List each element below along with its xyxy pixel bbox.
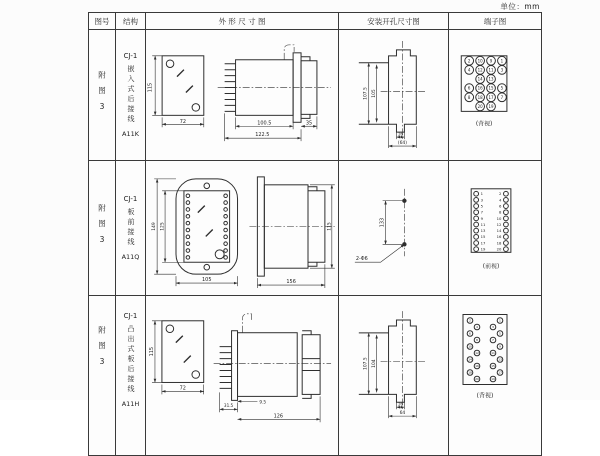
svg-text:13: 13: [480, 229, 486, 234]
dim-label: 107.5: [363, 357, 369, 370]
structure-code: A11Q: [121, 253, 140, 261]
svg-text:3: 3: [492, 325, 494, 330]
figure-no-cell: [89, 30, 116, 161]
dim-label: 104: [372, 359, 378, 368]
svg-text:17: 17: [498, 370, 502, 375]
svg-text:9: 9: [489, 58, 493, 64]
terminal-diagram-cell: [449, 161, 541, 296]
mounting-type: 凸出式板后接线: [126, 325, 135, 395]
dim-label: 9.5: [259, 399, 267, 405]
svg-text:1: 1: [500, 58, 504, 64]
svg-text:3: 3: [500, 67, 504, 73]
dim-label: 72: [179, 385, 186, 392]
dim-label: 105: [202, 277, 212, 284]
mounting-type: 嵌入式后接线: [126, 65, 135, 125]
svg-text:15: 15: [491, 364, 495, 369]
terminal-diagram-back-view: [449, 30, 541, 160]
svg-text:19: 19: [480, 247, 486, 252]
svg-text:17: 17: [488, 94, 494, 100]
dim-label: 125: [160, 222, 166, 231]
svg-text:10: 10: [496, 216, 502, 221]
header-install: 安装开孔尺寸图: [339, 13, 449, 30]
terminal-diagram-front-view: [449, 161, 541, 295]
svg-text:12: 12: [496, 222, 502, 227]
figure-no-cell: [89, 161, 116, 296]
dim-label: 126: [273, 413, 284, 420]
figure-no: 附图3: [97, 326, 107, 374]
svg-text:8: 8: [499, 210, 502, 215]
svg-text:8: 8: [476, 338, 478, 343]
svg-text:18: 18: [496, 241, 502, 246]
dim-label: 64: [399, 411, 406, 417]
svg-text:19: 19: [491, 377, 495, 382]
svg-text:6: 6: [467, 85, 471, 91]
relay-model: CJ-1: [123, 52, 138, 60]
svg-text:20: 20: [477, 103, 483, 109]
svg-text:4: 4: [467, 67, 471, 73]
figure-no: 附图3: [97, 204, 107, 252]
svg-text:15: 15: [488, 85, 494, 91]
svg-text:5: 5: [480, 204, 484, 209]
install-drawing-cell: [339, 30, 449, 161]
svg-text:5: 5: [500, 85, 504, 91]
structure-cell: [116, 296, 146, 456]
svg-text:4: 4: [499, 198, 502, 203]
svg-text:8: 8: [467, 94, 471, 100]
structure-cell: [116, 30, 146, 161]
header-structure: 结构: [116, 13, 146, 30]
svg-text:14: 14: [496, 229, 502, 234]
terminal-diagram-cell: [449, 30, 541, 161]
dim-label: 107.5: [363, 87, 369, 100]
svg-text:12: 12: [477, 67, 483, 73]
terminal-diagram-back-view: [449, 296, 541, 455]
svg-text:11: 11: [491, 351, 495, 356]
svg-text:11: 11: [488, 67, 494, 73]
svg-text:19: 19: [488, 103, 494, 109]
svg-text:16: 16: [475, 364, 479, 369]
mounting-type: 板前接线: [127, 208, 135, 248]
hole-spec-label: 2-Φ6: [355, 256, 368, 263]
svg-text:15: 15: [480, 235, 486, 240]
dim-label: 115: [148, 346, 155, 357]
outline-drawing-cell: [146, 30, 339, 161]
svg-text:12: 12: [475, 351, 479, 356]
dim-label: 156: [286, 279, 296, 286]
dim-label: (64): [397, 141, 407, 147]
outline-drawing-cell: [146, 161, 339, 296]
terminal-caption: (背视): [475, 120, 493, 128]
install-drawing-cell: [339, 161, 449, 296]
svg-text:5: 5: [499, 331, 501, 336]
svg-text:20: 20: [475, 377, 479, 382]
dim-label: 72: [179, 118, 187, 125]
outline-drawing-cell: [146, 296, 339, 456]
outline-drawing-a11h: [146, 296, 338, 455]
dim-label: 115: [327, 222, 333, 231]
svg-text:10: 10: [468, 344, 472, 349]
install-cutout-a11k: [339, 30, 448, 160]
svg-text:18: 18: [468, 370, 472, 375]
svg-text:7: 7: [480, 210, 484, 215]
terminal-caption: (前视): [482, 263, 500, 271]
svg-text:9: 9: [499, 344, 501, 349]
svg-text:6: 6: [469, 331, 471, 336]
relay-model: CJ-1: [123, 312, 138, 320]
svg-text:10: 10: [477, 58, 483, 64]
svg-text:4: 4: [476, 325, 478, 330]
svg-text:2: 2: [467, 58, 471, 64]
svg-text:11: 11: [480, 222, 486, 227]
structure-cell: [116, 161, 146, 296]
svg-text:3: 3: [480, 198, 484, 203]
svg-text:2: 2: [499, 192, 502, 197]
structure-code: A11K: [122, 130, 139, 138]
svg-text:14: 14: [477, 76, 483, 82]
install-drawing-cell: [339, 296, 449, 456]
dim-label: 133: [379, 217, 386, 228]
dim-label: 115: [147, 82, 154, 93]
header-figure-no: 图号: [89, 13, 116, 30]
install-holes-a11q: [339, 161, 448, 295]
outline-drawing-a11q: [146, 161, 338, 295]
dim-label: 35: [305, 120, 313, 127]
unit-label: 单位：mm: [500, 2, 540, 11]
svg-text:2: 2: [469, 318, 471, 323]
svg-text:14: 14: [468, 357, 472, 362]
svg-text:9: 9: [480, 216, 484, 221]
dim-label: 100.5: [257, 120, 272, 127]
outline-drawing-a11k: [146, 30, 338, 160]
figure-no: 附图3: [97, 71, 107, 119]
terminal-diagram-cell: [449, 296, 541, 456]
relay-model: CJ-1: [123, 195, 138, 203]
svg-text:16: 16: [496, 235, 502, 240]
dim-label: 31.5: [223, 402, 234, 408]
terminal-caption: (背视): [476, 392, 494, 400]
svg-text:13: 13: [488, 76, 494, 82]
svg-text:16: 16: [477, 85, 483, 91]
dim-label: 149: [152, 222, 158, 231]
svg-text:13: 13: [498, 357, 502, 362]
svg-text:6: 6: [499, 204, 502, 209]
svg-text:7: 7: [492, 338, 494, 343]
svg-text:17: 17: [480, 241, 486, 246]
dim-label: 16: [397, 401, 404, 407]
svg-text:18: 18: [477, 94, 483, 100]
svg-text:20: 20: [496, 247, 502, 252]
dim-label: 16: [397, 131, 404, 137]
install-cutout-a11h: [339, 296, 448, 455]
header-terminal: 端子图: [449, 13, 541, 30]
figure-no-cell: [89, 296, 116, 456]
svg-text:1: 1: [499, 318, 501, 323]
header-outline: 外 形 尺 寸 图: [146, 13, 339, 30]
svg-text:7: 7: [500, 94, 504, 100]
svg-text:1: 1: [480, 192, 484, 197]
structure-code: A11H: [121, 400, 140, 408]
dim-label: 122.5: [255, 132, 270, 139]
dim-label: 105: [372, 89, 378, 98]
dimension-table: [88, 12, 542, 456]
